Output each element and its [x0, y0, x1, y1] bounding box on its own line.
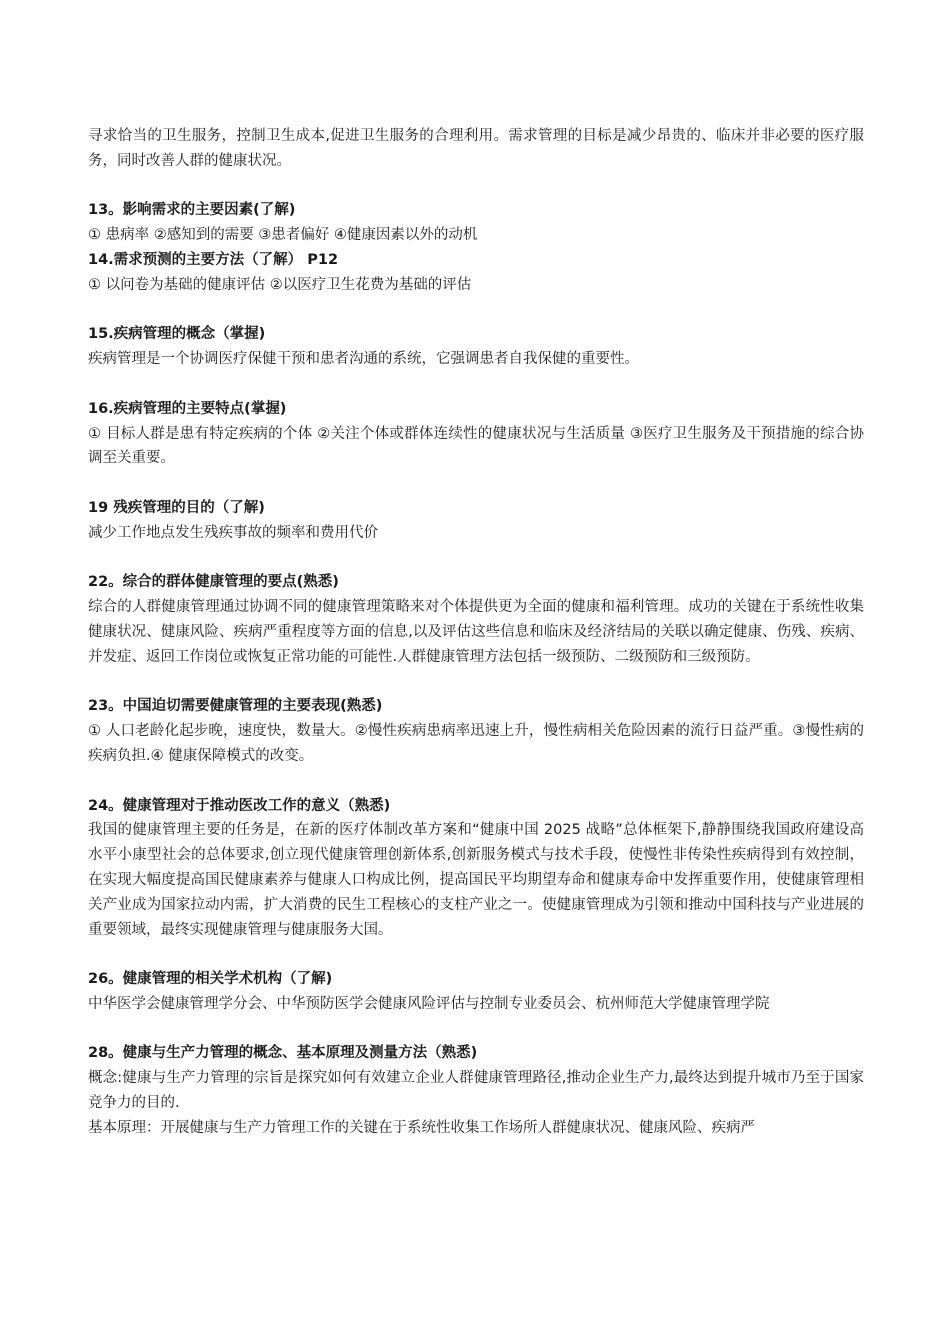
section-body: ① 人口老龄化起步晚，速度快，数量大。②慢性疾病患病率迅速上升，慢性病相关危险因素的流行日益严重。③慢性病的疾病负担.④ 健康保障模式的改变。	[88, 723, 864, 764]
section-heading: 28。健康与生产力管理的概念、基本原理及测量方法（熟悉)	[88, 1045, 478, 1062]
section-22	[88, 570, 864, 669]
section-15	[88, 322, 864, 372]
section-heading: 19 残疾管理的目的（了解)	[88, 499, 265, 516]
section-body: ① 患病率 ②感知到的需要 ③患者偏好 ④健康因素以外的动机	[88, 227, 478, 244]
document-page	[88, 124, 864, 1141]
section-heading: 24。健康管理对于推动医改工作的意义（熟悉)	[88, 797, 391, 814]
section-26	[88, 967, 864, 1017]
intro-paragraph: 寻求恰当的卫生服务，控制卫生成本,促进卫生服务的合理利用。需求管理的目标是减少昂贵的、临床并非必要的医疗服务，同时改善人群的健康状况。	[88, 128, 864, 169]
section-body-principle: 基本原理：开展健康与生产力管理工作的关键在于系统性收集工作场所人群健康状况、健康风险、疾病严	[88, 1119, 755, 1136]
section-body: 疾病管理是一个协调医疗保健干预和患者沟通的系统，它强调患者自我保健的重要性。	[88, 351, 639, 368]
section-body-concept: 概念:健康与生产力管理的宗旨是探究如何有效建立企业人群健康管理路径,推动企业生产力,最终达到提升城市乃至于国家竞争力的目的.	[88, 1070, 864, 1112]
section-28	[88, 1041, 864, 1140]
section-heading: 13。影响需求的主要因素(了解)	[88, 202, 296, 219]
section-heading: 26。健康管理的相关学术机构（了解)	[88, 971, 333, 988]
section-23	[88, 694, 864, 768]
section-heading: 23。中国迫切需要健康管理的主要表现(熟悉)	[88, 698, 383, 715]
section-body: 中华医学会健康管理学分会、中华预防医学会健康风险评估与控制专业委员会、杭州师范大学健康管理学院	[88, 995, 770, 1012]
section-body: 我国的健康管理主要的任务是，在新的医疗体制改革方案和“健康中国 2025 战略”总体框架下,静静围绕我国政府建设高水平小康型社会的总体要求,创立现代健康管理创新体系,创新服务模式与技术手段，使慢性非传染性疾病得到有效控制，在实现大幅度提高国民健康素养与健康人口构成比例，提高国民平均期望寿命和健康寿命中发挥重要作用，使健康管理相关产业成为国家拉动内需，扩大消费的民生工程核心的支柱产业之一。使健康管理成为引领和推动中国科技与产业进展的重要领域，最终实现健康管理与健康服务大国。	[88, 822, 864, 938]
section-body: 减少工作地点发生残疾事故的频率和费用代价	[88, 524, 378, 541]
section-body: ① 以问卷为基础的健康评估 ②以医疗卫生花费为基础的评估	[88, 276, 472, 293]
section-heading: 14.需求预测的主要方法（了解） P12	[88, 251, 339, 268]
section-13	[88, 198, 864, 248]
section-heading: 16.疾病管理的主要特点(掌握)	[88, 400, 287, 417]
section-heading: 15.疾病管理的概念（掌握)	[88, 326, 266, 343]
section-19	[88, 496, 864, 546]
section-body: ① 目标人群是患有特定疾病的个体 ②关注个体或群体连续性的健康状况与生活质量 ③医疗卫生服务及干预措施的综合协调至关重要。	[88, 425, 864, 467]
section-16	[88, 397, 864, 471]
section-body: 综合的人群健康管理通过协调不同的健康管理策略来对个体提供更为全面的健康和福利管理。成功的关键在于系统性收集健康状况、健康风险、疾病严重程度等方面的信息,以及评估这些信息和临床及经济结局的关联以确定健康、伤残、疾病、并发症、返回工作岗位或恢复正常功能的可能性.人群健康管理方法包括一级预防、二级预防和三级预防。	[88, 599, 864, 665]
section-24	[88, 794, 864, 943]
section-heading: 22。综合的群体健康管理的要点(熟悉)	[88, 574, 339, 591]
section-14	[88, 248, 864, 298]
